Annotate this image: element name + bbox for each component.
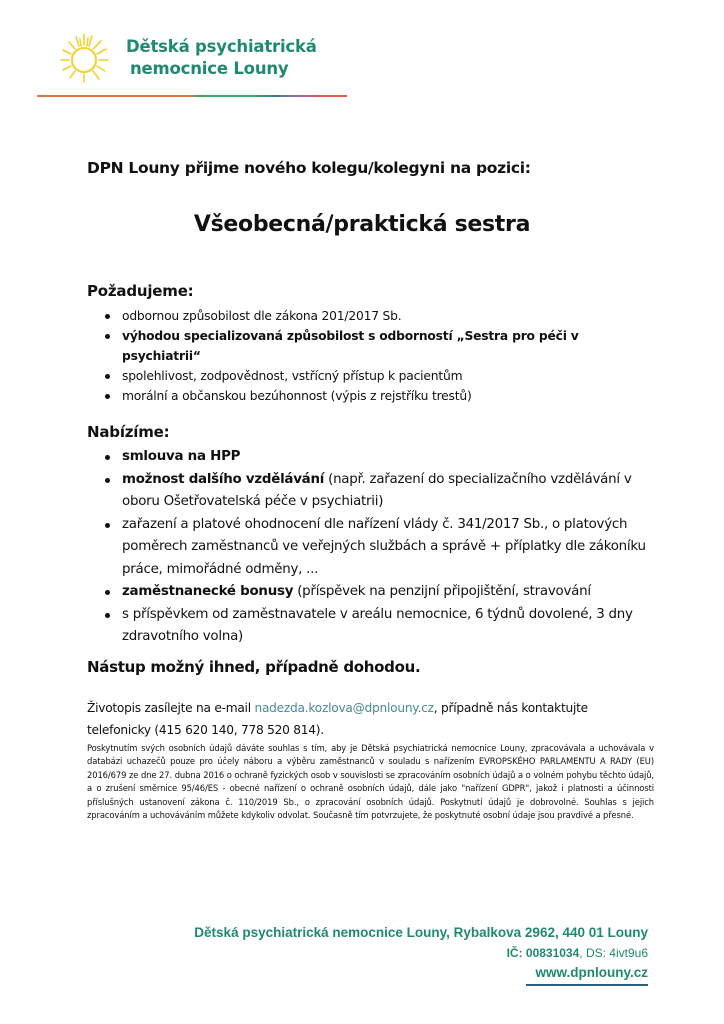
- ds-id: , DS: 4ivt9u6: [579, 946, 648, 960]
- header-divider: [37, 95, 347, 97]
- footer: [194, 923, 648, 986]
- list-item: odbornou způsobilost dle zákona 201/2017 Sb.: [104, 306, 604, 326]
- footer-ids: [194, 943, 648, 963]
- offer-list: [104, 446, 664, 649]
- website-link[interactable]: www.dpnlouny.cz: [526, 963, 649, 986]
- ic-number: IČ: 00831034: [506, 946, 580, 960]
- footer-address: Dětská psychiatrická nemocnice Louny, Rybalkova 2962, 440 01 Louny: [194, 925, 648, 940]
- list-item: s příspěvkem od zaměstnavatele v areálu nemocnice, 6 týdnů dovolené, 3 dny zdravotního volna): [104, 604, 664, 649]
- list-item: zařazení a platové ohodnocení dle nařízení vlády č. 341/2017 Sb., o platových poměrech zaměstnanců ve veřejných službách a správě + příplatky dle zákoníku práce, mimořádné odměny, ...: [104, 514, 664, 582]
- logo-text: [126, 36, 317, 80]
- contact-before: Životopis zasílejte na e-mail: [87, 701, 255, 715]
- list-item: výhodou specializovaná způsobilost s odborností „Sestra pro péči v psychiatrii“: [104, 326, 604, 366]
- list-item: spolehlivost, zodpovědnost, vstřícný přístup k pacientům: [104, 366, 604, 386]
- gdpr-notice: Poskytnutím svých osobních údajů dáváte souhlas s tím, aby je Dětská psychiatrická nemocnice Louny, zpracovávala a uchovávala v databázi uchazečů pouze pro účely náboru a výběru zaměstnanců v souladu s nařízením EVROPSKÉHO PARLAMENTU A RADY (EU) 2016/679 ze dne 27. dubna 2016 o ochraně fyzických osob v souvislosti se zpracováním osobních údajů a o volném pohybu těchto údajů, a o zrušení směrnice 95/46/ES - obecné nařízení o ochraně osobních údajů, dále jako "nařízení GDPR", jakož i platnosti a účinnosti příslušných ustanovení zákona č. 110/2019 Sb., o zpracování osobních údajů. Poskytnutí údajů je dobrovolné. Souhlas s jejich zpracováním a uchováváním můžete kdykoliv odvolat. Současně tím potvrzujete, že poskytnuté osobní údaje jsou pravdivé a přesné.: [87, 743, 654, 821]
- contact-after: , případně nás kontaktujte telefonicky (415 620 140, 778 520 814).: [87, 701, 588, 737]
- offer-title: Nabízíme:: [87, 423, 170, 441]
- requirements-title: Požadujeme:: [87, 282, 194, 300]
- start-date-text: Nástup možný ihned, případně dohodou.: [87, 658, 421, 676]
- logo-line-2: nemocnice Louny: [130, 59, 289, 78]
- list-item: morální a občanskou bezúhonnost (výpis z rejstříku trestů): [104, 386, 604, 406]
- requirements-list: [104, 306, 604, 406]
- list-item: možnost dalšího vzdělávání (např. zařazení do specializačního vzdělávání v oboru Ošetřovatelská péče v psychiatrii): [104, 469, 664, 514]
- hospital-logo: [58, 30, 348, 90]
- intro-text: DPN Louny přijme nového kolegu/kolegyni na pozici:: [87, 159, 531, 177]
- job-title: Všeobecná/praktická sestra: [193, 212, 531, 237]
- logo-line-1: Dětská psychiatrická: [126, 37, 317, 56]
- list-item: zaměstnanecké bonusy (příspěvek na penzijní připojištění, stravování: [104, 581, 664, 604]
- list-item: smlouva na HPP: [104, 446, 664, 469]
- contact-text: [87, 697, 647, 741]
- email-link[interactable]: nadezda.kozlova@dpnlouny.cz: [254, 701, 434, 715]
- sun-icon: [58, 32, 110, 84]
